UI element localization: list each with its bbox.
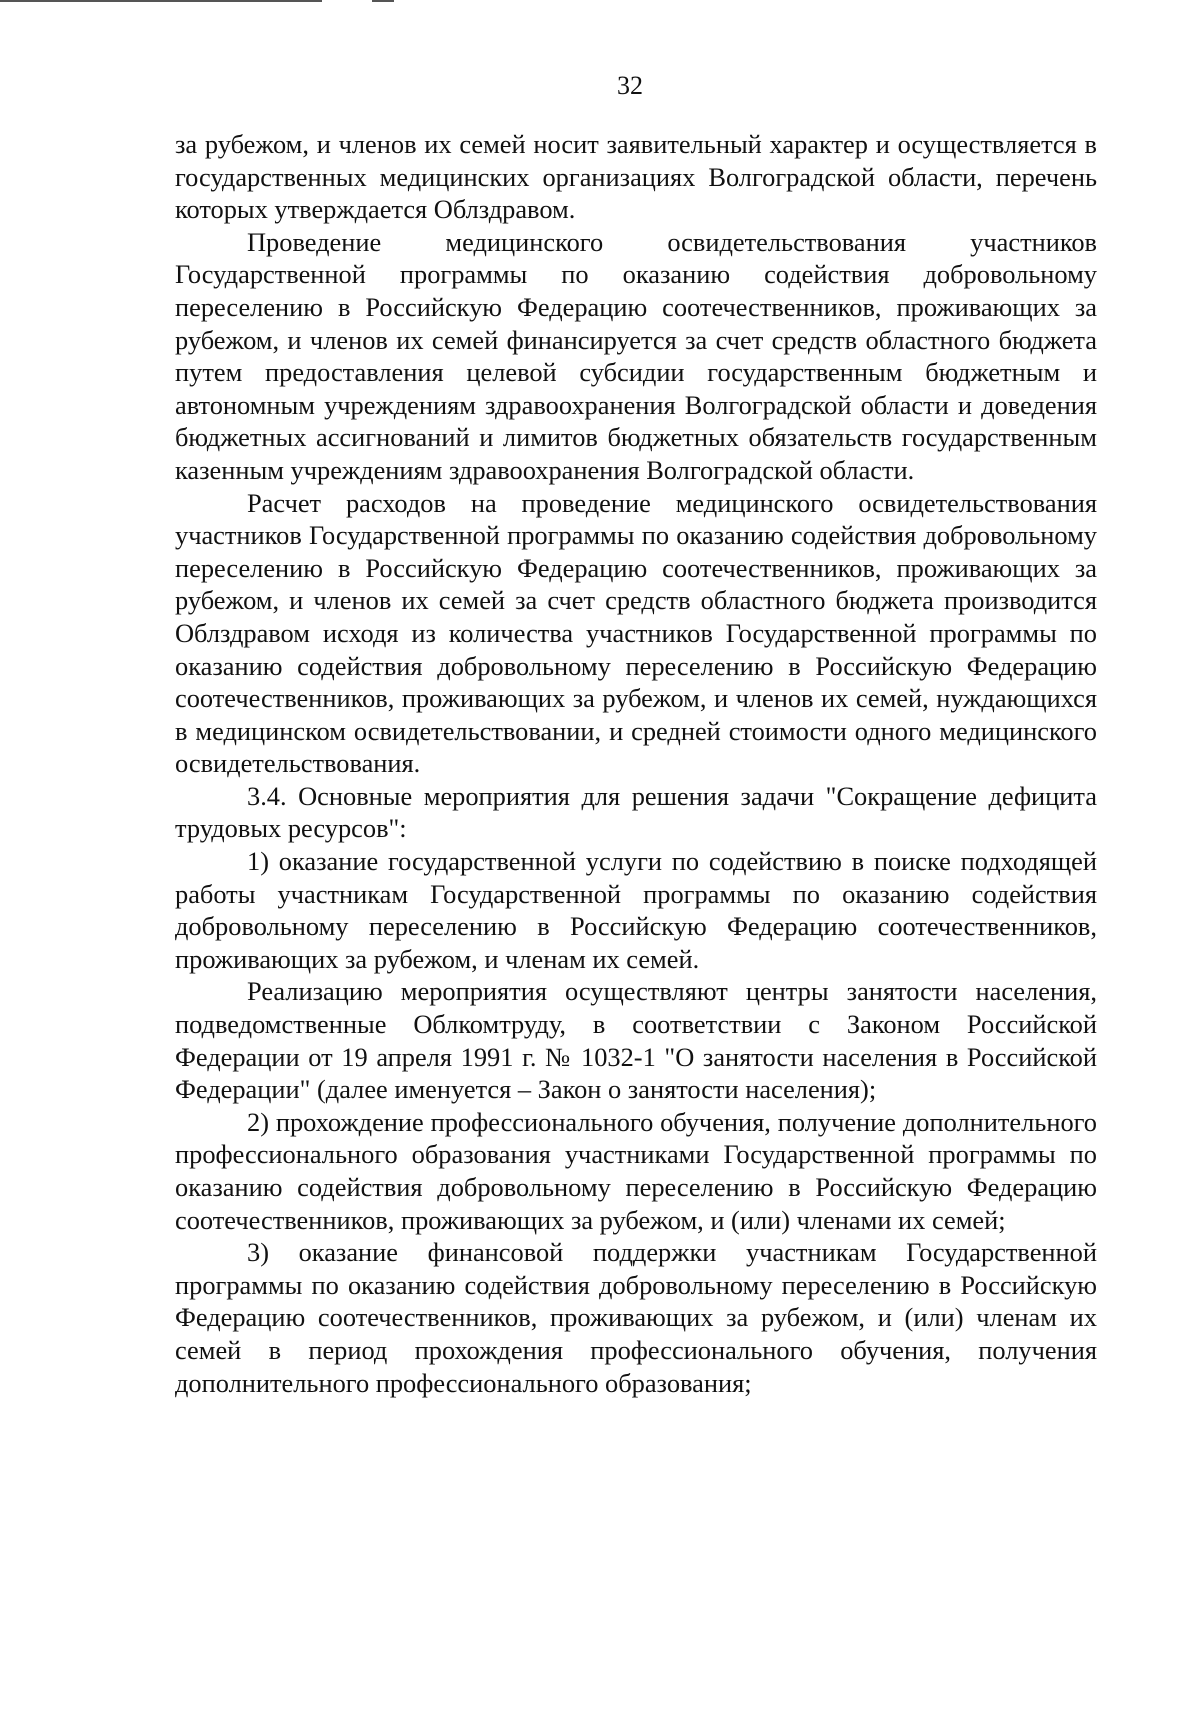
paragraph-continuation: за рубежом, и членов их семей носит заявительный характер и осуществляется в государственных медицинских организациях Волгоградской области, перечень которых утверждается Облздравом. (175, 129, 1097, 225)
page-number: 32 (617, 71, 643, 100)
list-item-1: 1) оказание государственной услуги по содействию в поиске подходящей работы участникам Государственной программы по оказанию содействия добровольному переселению в Российскую Федерацию соотечественников, проживающих за рубежом, и членам их семей. (175, 846, 1097, 974)
paragraph-medical-exam-funding: Проведение медицинского освидетельствования участников Государственной программы по оказанию содействия добровольному переселению в Российскую Федерацию соотечественников, проживающих за рубежом, и членов их семей финансируется за счет средств областного бюджета путем предоставления целевой субсидии государственным бюджетным и автономным учреждениям здравоохранения Волгоградской области и доведения бюджетных ассигнований и лимитов бюджетных обязательств государственным казенным учреждениям здравоохранения Волгоградской области. (175, 226, 1097, 485)
paragraph-expense-calculation: Расчет расходов на проведение медицинского освидетельствования участников Государственной программы по оказанию содействия добровольному переселению в Российскую Федерацию соотечественников, проживающих за рубежом, и членов их семей за счет средств областного бюджета производится Облздравом исходя из количества участников Государственной программы по оказанию содействия добровольному переселению в Российскую Федерацию соотечественников, проживающих за рубежом, и членов их семей, нуждающихся в медицинском освидетельствовании, и средней стоимости одного медицинского освидетельствования. (175, 487, 1097, 779)
paragraph-implementation: Реализацию мероприятия осуществляют центры занятости населения, подведомственные Облкомтруду, в соответствии с Законом Российской Федерации от 19 апреля 1991 г. № 1032-1 "О занятости населения в Российской Федерации" (далее именуется – Закон о занятости населения); (175, 976, 1097, 1105)
list-item-2: 2) прохождение профессионального обучения, получение дополнительного профессионального образования участниками Государственной программы по оказанию содействия добровольному переселению в Российскую Федерацию соотечественников, проживающих за рубежом, и (или) членами их семей; (175, 1106, 1097, 1235)
list-item-3: 3) оказание финансовой поддержки участникам Государственной программы по оказанию содействия добровольному переселению в Российскую Федерацию соотечественников, проживающих за рубежом, и (или) членам их семей в период прохождения профессионального обучения, получения дополнительного профессионального образования; (175, 1237, 1097, 1398)
scan-edge-mark (0, 0, 322, 2)
section-heading-3-4: 3.4. Основные мероприятия для решения задачи "Сокращение дефицита трудовых ресурсов": (175, 780, 1097, 844)
document-body (175, 128, 1097, 1399)
scan-edge-mark (372, 0, 394, 2)
